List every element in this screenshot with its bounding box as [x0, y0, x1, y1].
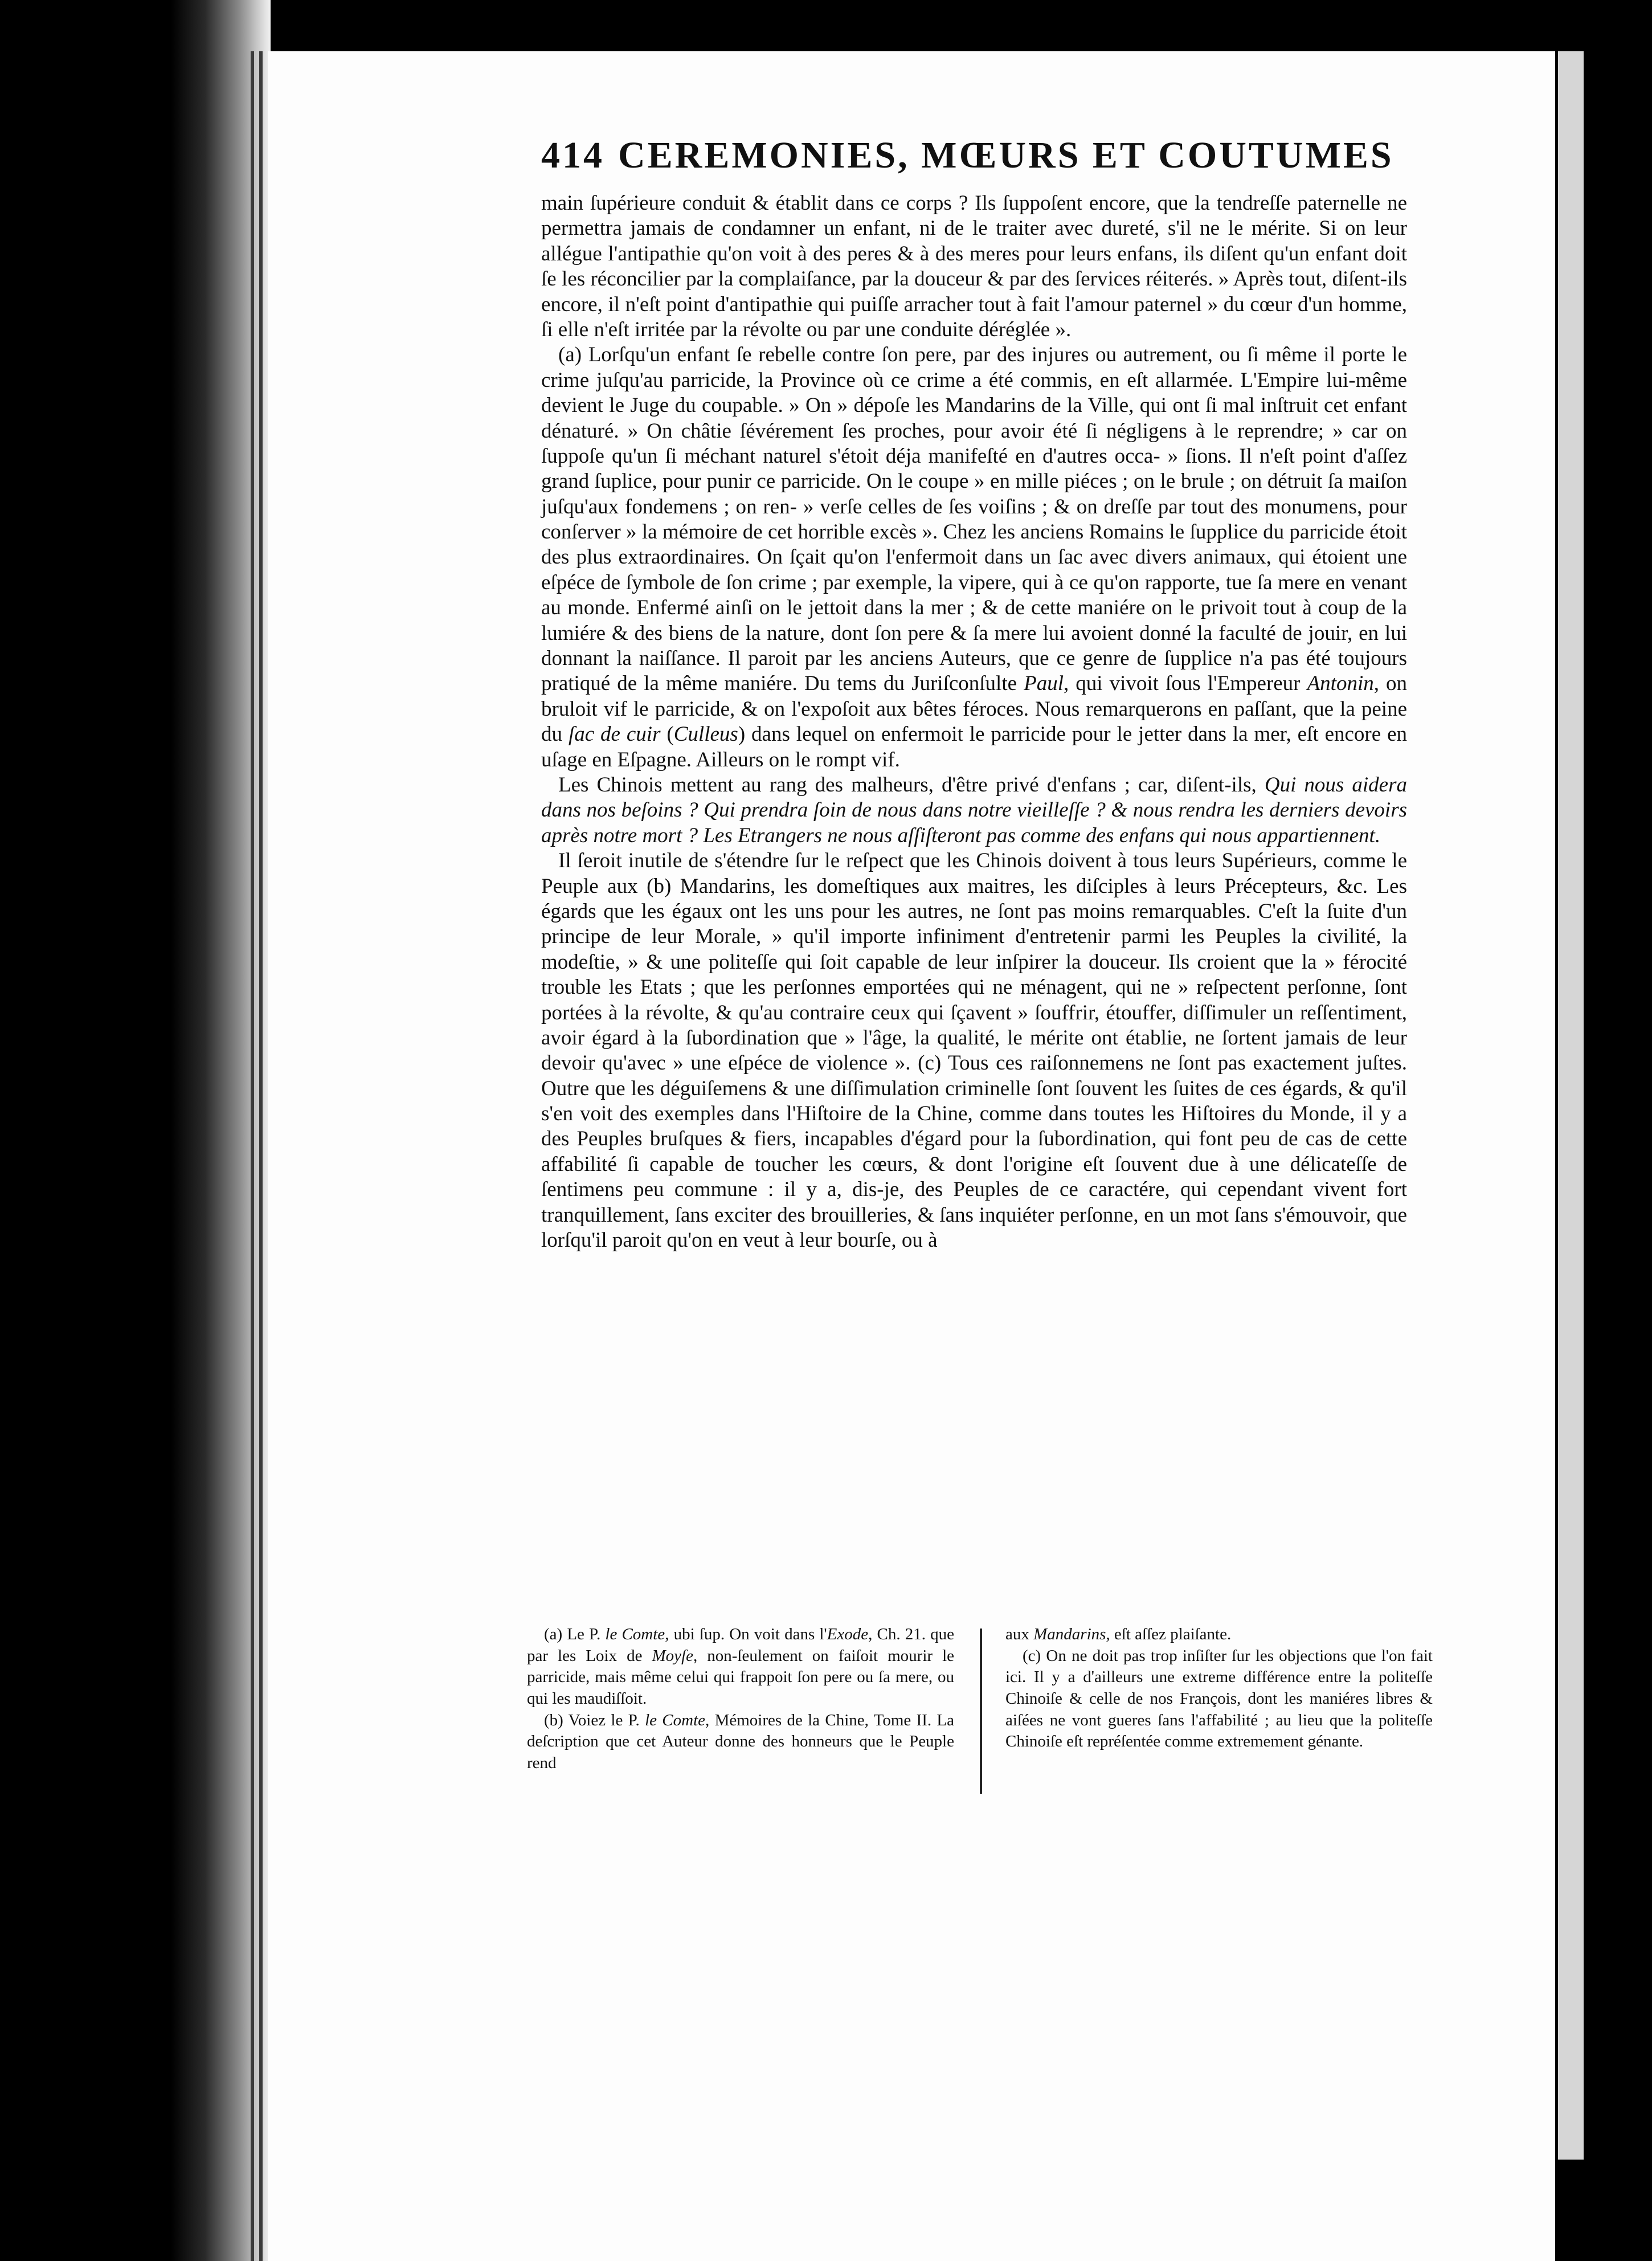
footnote-author: le Comte	[605, 1625, 665, 1643]
footnotes	[527, 1624, 1438, 1863]
paragraph-text: Les Chinois mettent au rang des malheurs, d'être privé d'enfans ; car, diſent-ils,	[558, 773, 1257, 797]
spine-line	[259, 51, 263, 2261]
footnote-text: (a) Le P.	[544, 1625, 601, 1643]
page-number: 414	[541, 134, 604, 176]
footnote-term: Mandarins	[1033, 1625, 1106, 1643]
running-title: CEREMONIES, MŒURS ET COUTUMES	[618, 134, 1394, 176]
paragraph-text: (	[660, 723, 674, 746]
paragraph	[541, 191, 1407, 342]
paragraph-text: , qui vivoit ſous l'Empereur	[1063, 672, 1301, 696]
footnote-text: , ubi ſup. On voit dans l'	[665, 1625, 827, 1643]
footnote-text: (c) On ne doit pas trop inſiſter ſur les objections que l'on fait ici. Il y a d'ailleurs une extreme différence entre la politeſſe Chinoiſe & celle de nos François, dont les maniéres libres & aiſées ne vont gueres ſans l'affabilité ; au lieu que la politeſſe Chinoiſe eſt repréſentée comme extremement génante.	[1005, 1646, 1433, 1751]
footnote-text: aux	[1005, 1625, 1029, 1643]
footnote-text: (b) Voiez le P.	[544, 1711, 640, 1729]
italic-name: Antonin	[1307, 672, 1374, 696]
paragraph	[541, 773, 1407, 848]
running-header	[541, 134, 1394, 197]
footnote-name: Moyſe	[652, 1646, 693, 1665]
footnote-c	[1005, 1646, 1433, 1753]
footnote-text: , Mémoires de la Chine, Tome II. La deſcription que cet Auteur donne des honneurs que le Peuple rend	[527, 1711, 955, 1773]
italic-name: Paul	[1024, 672, 1064, 696]
footnote-author: le Comte	[645, 1711, 706, 1729]
footnote-text: , eſt aſſez plaiſante.	[1106, 1625, 1232, 1643]
footnote-book: Exode	[827, 1625, 869, 1643]
facing-page-edge	[1558, 51, 1584, 2160]
footnote-divider	[980, 1629, 982, 1794]
book-spine	[0, 0, 271, 2261]
main-text	[541, 191, 1407, 1253]
paragraph-text: (a) Lorſqu'un enfant ſe rebelle contre ſon pere, par des injures ou autrement, ou ſi même il porte le crime juſqu'au parricide, la Province où ce crime a été commis, en eſt allarmée. L'Empire lui-même devient le Juge du coupable. » On » dépoſe les Mandarins de la Ville, qui ont ſi mal inſtruit cet enfant dénaturé. » On châtie ſévérement ſes proches, pour avoir été ſi négligens à le reprendre; » car on ſuppoſe qu'un ſi méchant naturel s'étoit déja manifeſté en d'autres occa- » ſions. Il n'eſt point d'aſſez grand ſuplice, pour punir ce parricide. On le coupe » en mille piéces ; on le brule ; on détruit ſa maiſon juſqu'aux fondemens ; on ren- » verſe celles de ſes voiſins ; & on dreſſe par tout des monumens, pour conſerver » la mémoire de cet horrible excès ». Chez les anciens Romains le ſupplice du parricide étoit des plus extraordinaires. On ſçait qu'on l'enfermoit dans un ſac avec divers animaux, qui étoient une eſpéce de ſymbole de ſon crime ; par exemple, la vipere, qui à ce qu'on rapporte, tue ſa mere en venant au monde. Enfermé ainſi on le jettoit dans la mer ; & de cette maniére on le privoit tout à coup de la lumiére & des biens de la nature, dont ſon pere & ſa mere lui avoient donné la faculté de jouir, en lui donnant la naiſſance. Il paroit par les anciens Auteurs, que ce genre de ſupplice n'a pas été toujours pratiqué de la même maniére. Du tems du Juriſconſulte	[541, 343, 1407, 696]
footnote-text: , Ch. 21. que par les Loix de	[527, 1625, 955, 1665]
footnote-b	[527, 1710, 954, 1774]
italic-term: ſac de cuir	[568, 723, 661, 746]
italic-quote: Qui nous aidera dans nos beſoins ? Qui prendra ſoin de nous dans notre vieilleſſe ? & nous rendra les derniers devoirs après notre mort ? Les Etrangers ne nous aſſiſteront pas comme des enfans qui nous appartiennent.	[541, 773, 1408, 847]
paragraph-text: Il ſeroit inutile de s'étendre ſur le reſpect que les Chinois doivent à tous leurs Supérieurs, comme le Peuple aux (b) Mandarins, les domeſtiques aux maitres, les diſciples à leurs Précepteurs, &c. Les égards que les égaux ont les uns pour les autres, ne ſont pas moins remarquables. C'eſt la ſuite d'un principe de leur Morale, » qu'il importe infiniment d'entretenir parmi les Peuples la civilité, la modeſtie, » & une politeſſe qui ſoit capable de leur inſpirer la douceur. Ils croient que la » férocité trouble les Etats ; que les perſonnes emportées qui ne ménagent, qui ne » reſpectent perſonne, ſont portées à la révolte, & qu'au contraire ceux qui ſçavent » ſouffrir, étouffer, diſſimuler un reſſentiment, avoir égard à la ſubordination que » l'âge, la qualité, le mérite ont établie, ne ſortent jamais de leur devoir qu'avec » une eſpéce de violence ». (c) Tous ces raiſonnemens ne ſont pas exactement juſtes. Outre que les déguiſemens & une diſſimulation criminelle ſont ſouvent les ſuites de ces égards, & qu'il s'en voit des exemples dans l'Hiſtoire de la Chine, comme dans toutes les Hiſtoires du Monde, il y a des Peuples bruſques & fiers, incapables d'égard pour la ſubordination, qui font peu de cas de cette affabilité ſi capable de toucher les cœurs, & dont l'origine eſt ſouvent due à une délicateſſe de ſentimens peu commune : il y a, dis-je, des Peuples de ce caractére, qui cependant vivent fort tranquillement, ſans exciter des brouilleries, & ſans inquiéter perſonne, en un mot ſans s'émouvoir, que lorſqu'il paroit qu'on en veut à leur bourſe, ou à	[541, 849, 1407, 1252]
spine-line	[251, 51, 254, 2261]
paragraph	[541, 848, 1407, 1253]
footnote-b-continued	[1005, 1624, 1433, 1646]
italic-term: Culleus	[673, 723, 738, 746]
footnote-column-right	[1005, 1624, 1433, 1753]
paragraph	[541, 342, 1407, 773]
paragraph-text: main ſupérieure conduit & établit dans ce corps ? Ils ſuppoſent encore, que la tendreſſe paternelle ne permettra jamais de condamner un enfant, ni de le traiter avec dureté, s'il ne le mérite. Si on leur allégue l'antipathie qu'on voit à des peres & à des meres pour leurs enfans, ils diſent qu'un enfant doit ſe les réconcilier par la complaiſance, par la douceur & par des ſervices réiterés. » Après tout, diſent-ils encore, il n'eſt point d'antipathie qui puiſſe arracher tout à fait l'amour paternel » du cœur d'un homme, ſi elle n'eſt irritée par la révolte ou par une conduite déréglée ».	[541, 191, 1407, 341]
paragraph-text: , on bruloit vif le parricide, & on l'expoſoit aux bêtes féroces. Nous remarquerons en paſſant, que la peine du	[541, 672, 1408, 746]
footnote-text: , non-ſeulement on faiſoit mourir le parricide, mais même celui qui frappoit ſon pere ou ſa mere, ou qui les maudiſſoit.	[527, 1646, 954, 1708]
footnote-a	[527, 1624, 954, 1710]
paragraph-text: ) dans lequel on enfermoit le parricide pour le jetter dans la mer, eſt encore en uſage en Eſpagne. Ailleurs on le rompt vif.	[541, 723, 1407, 772]
footnote-column-left	[527, 1624, 954, 1774]
